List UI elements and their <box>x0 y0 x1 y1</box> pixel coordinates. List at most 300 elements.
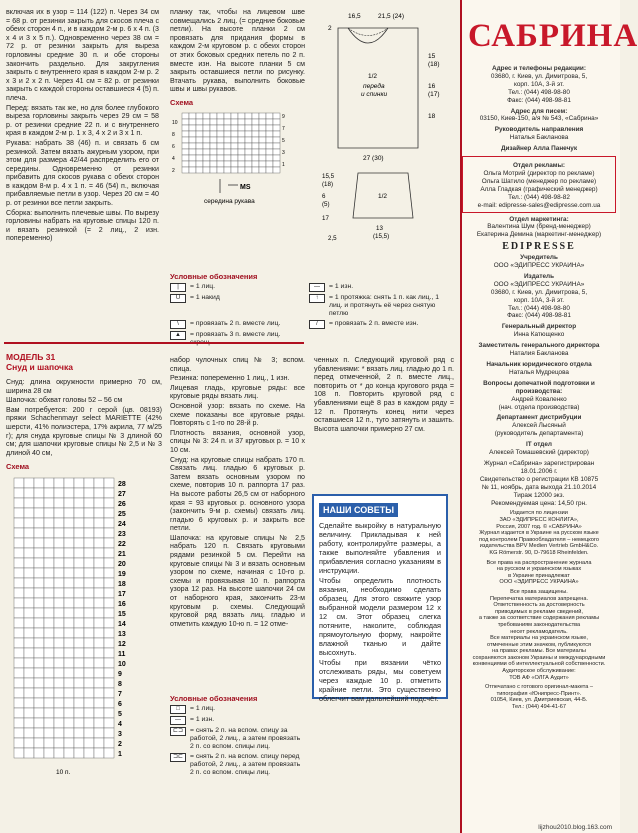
text-line: Ольга Мотрий (директор по рекламе) <box>483 169 595 177</box>
chart2-cell <box>74 598 84 608</box>
chart2-cell <box>54 538 64 548</box>
legend-item <box>170 320 301 329</box>
chart2-cell <box>14 668 24 678</box>
chart2-cell <box>74 628 84 638</box>
text: Наталья Мудрецова <box>509 368 569 376</box>
chart1-cell <box>252 137 259 143</box>
chart1-cell <box>245 113 252 119</box>
chart1-cell <box>266 137 273 143</box>
chart2-cell <box>54 748 64 758</box>
legend-text: = 1 лиц. <box>190 705 216 712</box>
bottom-num: 27 (30) <box>363 155 384 162</box>
chart2-cell <box>74 748 84 758</box>
chart1-cell <box>196 161 203 167</box>
chart1-cell <box>224 125 231 131</box>
chart2-cell <box>54 728 64 738</box>
paragraph: набор чулочных спиц № 3; вспом. спица. <box>170 356 305 373</box>
sleeve-num: 6 <box>322 193 326 200</box>
chart1-ms-label: MS <box>240 183 251 191</box>
chart2-cell <box>94 598 104 608</box>
chart2-cell <box>104 678 114 688</box>
chart2-cell <box>14 718 24 728</box>
chart1-cell <box>259 137 266 143</box>
chart2-cell <box>34 668 44 678</box>
chart1-cell <box>217 125 224 131</box>
chart2-cell <box>54 558 64 568</box>
chart2-cell <box>14 608 24 618</box>
chart2-cell <box>24 508 34 518</box>
chart1-cell <box>189 143 196 149</box>
chart1-cell <box>196 131 203 137</box>
chart1-row-num: 4 <box>172 155 175 162</box>
text-line: на правах рекламы. Все материалы <box>492 648 586 655</box>
chart2-cell <box>104 558 114 568</box>
paragraph: Шапочка: на круговые спицы № 2,5 набрать 120 п. Связать круговыми рядами резинкой 5 см. Перейти на круговые спицы № 3 и вязать основным узором по схеме, начиная с 10-го р. схемы и провязывая 10 п. раппорта узора 12 раз. На высоте шапочки 24 см от наборного края, закончить 23-м круговым р. схемы. Следующий круговой ряд вязать лиц. гладью и отметить каждую 10-ю п. = 12 отме- <box>170 533 305 628</box>
chart2-cell <box>44 748 54 758</box>
heading: Заместитель генерального директора <box>478 342 600 350</box>
chart1-cell <box>182 143 189 149</box>
chart1-row-num: 5 <box>282 137 285 144</box>
chart1-cell <box>259 161 266 167</box>
chart2-cell <box>44 698 54 708</box>
chart2-cell <box>24 638 34 648</box>
heading: Генеральный директор <box>501 323 577 331</box>
chart2-cell <box>104 538 114 548</box>
chart1-cell <box>259 125 266 131</box>
chart2-cell <box>74 648 84 658</box>
chart1-cell <box>224 131 231 137</box>
chart2-cell <box>94 508 104 518</box>
tip: Чтобы определить плотность вязания, необходимо сделать образец. Для этого свяжите узор выбранной модели размером 12 х 12 см. Этот образец слегка потяните, наколите, соблюдая прямоугольную форму, накройте влажной тканью и дайте высохнуть. <box>319 576 441 657</box>
paragraph: Основной узор: вязать по схеме. На схеме показаны все круговые ряды. Повторять с 1-го по 28-й р. <box>170 401 305 428</box>
chart2-row-num: 26 <box>118 500 126 508</box>
chart1-cell <box>238 167 245 173</box>
chart1-cell <box>210 143 217 149</box>
text-line: Факс: (044) 498-98-81 <box>507 96 571 104</box>
chart2-cell <box>54 578 64 588</box>
chart2-cell <box>34 718 44 728</box>
chart2-cell <box>94 578 104 588</box>
chart2-cell <box>104 728 114 738</box>
heading: Начальник юридического отдела <box>486 361 592 368</box>
chart2-cell <box>64 478 74 488</box>
chart1-cell <box>252 155 259 161</box>
text-line: 01054, Киев, ул. Дмитриевская, 44-Б. <box>490 697 588 704</box>
legend2-title: Условные обозначения <box>170 694 258 703</box>
chart1-cell <box>224 119 231 125</box>
chart2-cell <box>104 518 114 528</box>
chart1-cell <box>189 167 196 173</box>
legend-1 <box>170 268 440 349</box>
chart2-cell <box>44 488 54 498</box>
chart2-row-num: 11 <box>118 650 126 658</box>
text-line: конвенциями об интеллектуальной собственности. <box>472 661 606 668</box>
chart1-cell <box>203 167 210 173</box>
text-line: Андрей Коваленко <box>511 395 567 403</box>
chart2-cell <box>54 608 64 618</box>
chart1-cell <box>182 161 189 167</box>
text-line: корп. 10А, 3-й эт. <box>513 80 565 88</box>
chart1-cell <box>196 125 203 131</box>
chart2-cell <box>74 678 84 688</box>
chart2-cell <box>64 538 74 548</box>
chart1-cell <box>273 137 280 143</box>
masthead <box>462 62 616 711</box>
legend-item <box>170 331 301 347</box>
text: Наталья Бакланова <box>509 134 569 142</box>
chart2-cell <box>54 738 64 748</box>
chart1-cell <box>231 113 238 119</box>
pattern-diagram <box>318 8 456 248</box>
chart2-cell <box>74 568 84 578</box>
chart2-cell <box>34 548 44 558</box>
chart1-cell <box>238 125 245 131</box>
chart1-cell <box>224 113 231 119</box>
chart2-cell <box>84 568 94 578</box>
chart2-cell <box>44 498 54 508</box>
chart2-row-num: 18 <box>118 580 126 588</box>
chart1-cell <box>210 167 217 173</box>
chart1-cell <box>252 149 259 155</box>
chart2-cell <box>104 738 114 748</box>
chart1-cell <box>252 143 259 149</box>
chart1-cell <box>182 155 189 161</box>
chart2-cell <box>74 588 84 598</box>
chart2-cell <box>24 498 34 508</box>
instructions-column-2b <box>170 356 305 629</box>
chart2-row-num: 6 <box>118 700 122 708</box>
heading: Отдел маркетинга: <box>509 215 569 223</box>
chart2-cell <box>84 748 94 758</box>
chart2-cell <box>24 518 34 528</box>
chart2-cell <box>14 568 24 578</box>
chart2-cell <box>14 698 24 708</box>
model-title: Снуд и шапочка <box>6 362 73 372</box>
chart2-row-num: 23 <box>118 530 126 538</box>
chart1-cell <box>224 167 231 173</box>
chart1-cell <box>217 143 224 149</box>
chart2-cell <box>94 718 104 728</box>
chart2-cell <box>34 508 44 518</box>
paragraph-sleeves: Рукава: набрать 38 (46) п. и связать 6 см резинкой. Затем вязать ажурным узором, при этом для размера 42/44 распределить его от середины. Одновременно от резинки прибавить для скосов рукава с обеих сторон в каждом 8-м р. 4 х 1 п. = 46 (54) п., включая прибавляемые петли в узор. Через 20 см = 40 р. от резинки все петли закрыть. <box>6 138 159 208</box>
chart2-cell <box>104 648 114 658</box>
chart2-cell <box>24 598 34 608</box>
chart1-row-num: 2 <box>172 167 175 174</box>
chart1-cell <box>238 143 245 149</box>
chart2-row-num: 22 <box>118 540 126 548</box>
text-line: Ответственность за достоверность <box>493 602 585 609</box>
chart2-cell <box>64 488 74 498</box>
text-line: издательства BPV Medien Vertrieb GmbH&Co. <box>479 543 599 550</box>
chart2-cell <box>74 518 84 528</box>
chart2-row-num: 28 <box>118 480 126 488</box>
chart2-cell <box>94 638 104 648</box>
chart2-row-num: 2 <box>118 740 122 748</box>
heading: Дизайнер Алла Панечук <box>500 145 578 153</box>
chart2-cell <box>14 528 24 538</box>
chart1-cell <box>217 155 224 161</box>
chart2-cell <box>54 638 64 648</box>
chart2-row-num: 13 <box>118 630 126 638</box>
chart2-cell <box>104 638 114 648</box>
chart2-cell <box>84 638 94 648</box>
chart2-cell <box>74 698 84 708</box>
text-line: на русском и украинском языках <box>496 566 582 573</box>
chart2-cell <box>34 538 44 548</box>
chart2-row-num: 15 <box>118 610 126 618</box>
chart2-cell <box>84 598 94 608</box>
chart2-cell <box>14 658 24 668</box>
chart2-cell <box>34 568 44 578</box>
chart-2 <box>6 474 156 784</box>
chart2-cell <box>34 728 44 738</box>
chart2-cell <box>34 588 44 598</box>
chart2-cell <box>84 678 94 688</box>
chart1-cell <box>224 137 231 143</box>
text-line: Аудиторское обслуживание: <box>502 668 576 675</box>
legend-text: = провязать 2 п. вместе изн. <box>329 320 419 327</box>
chart2-cell <box>84 508 94 518</box>
chart1-cell <box>231 155 238 161</box>
chart1-cell <box>210 161 217 167</box>
chart1-row-num: 6 <box>172 143 175 150</box>
paragraph: Шапочка: обхват головы 52 – 56 см <box>6 396 123 405</box>
chart2-cell <box>14 638 24 648</box>
paragraph: Снуд: на круговые спицы набрать 170 п. Связать лиц. гладью 6 круговых р. Затем вязать основным узором по схеме, повторив 10 п. раппорта 17 раз. На высоте работы 26,5 см от наборного края = 93 круговых р. основного узора (закончить 9-м р. схемы) связать лиц. гладью 6 круговых р. и закрыть все петли. <box>170 455 305 533</box>
tip: Сделайте выкройку в натуральную величину. Прикладывая к ней работу, контролируйте размеры, а также выполняйте убавления и прибавления согласно указаниям в инструкции. <box>319 521 441 575</box>
chart1-cell <box>182 131 189 137</box>
chart1-cell <box>182 113 189 119</box>
chart2-cell <box>64 588 74 598</box>
chart2-cell <box>24 538 34 548</box>
legend-item <box>309 294 440 318</box>
paragraph: включая их в узор = 114 (122) п. Через 34 см = 68 р. от резинки закрыть для скосов плеча с обеих сторон 4 п., и в каждом 2-м р. 6 х 4 п. (3 х 4 и 3 х 5 п.). Одновременно через 38 см = 72 р. от резинки закрыть для выреза горловины средние 30 п. и обе стороны закончить раздельно. Для закругления закрыть с внутреннего края в каждом 2-м р. 2 х 3 и 2 х 2 п. Через 41 см = 82 р. от резинки закрыть с каждой стороны оставшиеся 4 (5) п. плеча. <box>6 8 159 102</box>
chart2-cell <box>64 598 74 608</box>
chart1-cell <box>238 119 245 125</box>
chart2-cell <box>24 528 34 538</box>
chart2-cell <box>34 608 44 618</box>
chart2-cell <box>94 668 104 678</box>
chart2-cell <box>104 608 114 618</box>
chart1-cell <box>189 149 196 155</box>
chart2-cell <box>54 688 64 698</box>
chart2-cell <box>14 478 24 488</box>
chart2-row-num: 20 <box>118 560 126 568</box>
chart2-cell <box>104 548 114 558</box>
text-line: Ольга Шатило (менеджер по рекламе) <box>481 177 597 185</box>
chart2-cell <box>74 728 84 738</box>
chart1-cell <box>245 155 252 161</box>
chart1-cell <box>273 119 280 125</box>
text-line: а также за соответствие содержания рекламы <box>478 615 600 622</box>
chart2-row-num: 27 <box>118 490 126 498</box>
chart2-cell <box>24 588 34 598</box>
chart1-cell <box>203 143 210 149</box>
chart2-cell <box>14 498 24 508</box>
side-num: 18 <box>428 113 436 120</box>
paragraph: Снуд: длина окружности примерно 70 см, ширина 28 см <box>6 378 162 395</box>
chart2-cell <box>104 588 114 598</box>
sleeve-bottom-num: (15,5) <box>373 233 390 240</box>
schema2-title: Схема <box>6 462 30 472</box>
chart2-cell <box>104 668 114 678</box>
text-line: Рекомендуемая цена: 14,50 грн. <box>491 499 587 507</box>
chart1-row-num: 10 <box>172 119 178 126</box>
chart2-cell <box>14 508 24 518</box>
legend-item <box>170 294 301 318</box>
text-line: Издается по лицензии <box>510 510 568 517</box>
text-line: отмеченные этим значком, публикуются <box>486 641 592 648</box>
chart2-cell <box>64 558 74 568</box>
chart2-cell <box>54 658 64 668</box>
chart2-cell <box>44 548 54 558</box>
chart1-cell <box>252 119 259 125</box>
text-line: ТОВ АФ «ОЛГА Аудит» <box>509 674 569 681</box>
chart2-cell <box>84 728 94 738</box>
chart2-cell <box>34 488 44 498</box>
paragraph: Лицевая гладь, круговые ряды: все круговые ряды вязать лиц. <box>170 383 305 401</box>
chart1-cell <box>210 137 217 143</box>
chart1-cell <box>203 161 210 167</box>
legend-symbol: — <box>309 283 325 292</box>
chart1-cell <box>203 155 210 161</box>
chart1-cell <box>273 131 280 137</box>
chart1-cell <box>231 119 238 125</box>
chart2-cell <box>14 518 24 528</box>
chart1-cell <box>196 155 203 161</box>
chart1-cell <box>238 137 245 143</box>
chart1-caption: середина рукава <box>204 197 255 205</box>
center-label: 1/2 <box>368 73 378 80</box>
chart2-cell <box>44 688 54 698</box>
legend-symbol: \ <box>170 320 186 329</box>
chart2-cell <box>14 678 24 688</box>
chart2-cell <box>54 648 64 658</box>
chart2-cell <box>24 668 34 678</box>
chart2-cell <box>14 688 24 698</box>
chart2-cell <box>54 708 64 718</box>
chart2-cell <box>44 558 54 568</box>
chart1-row-num: 8 <box>172 131 175 138</box>
chart2-cell <box>44 678 54 688</box>
chart2-cell <box>104 508 114 518</box>
chart1-cell <box>217 113 224 119</box>
chart1-cell <box>245 143 252 149</box>
chart2-row-num: 16 <box>118 600 126 608</box>
chart2-cell <box>74 638 84 648</box>
chart1-cell <box>210 113 217 119</box>
chart2-cell <box>14 738 24 748</box>
chart1-cell <box>259 143 266 149</box>
sleeve-left-num: 2,5 <box>328 235 337 242</box>
legend-item <box>170 716 305 725</box>
chart1-cell <box>245 119 252 125</box>
chart1-cell <box>203 137 210 143</box>
chart2-row-num: 8 <box>118 680 122 688</box>
chart1-cell <box>182 119 189 125</box>
legend-item <box>309 320 440 329</box>
legend-text: = провязать 3 п. вместе лиц. <box>190 331 281 338</box>
chart2-cell <box>54 618 64 628</box>
text-line: Тел.: (044) 498-98-82 <box>508 193 570 201</box>
chart2-cell <box>74 548 84 558</box>
chart2-cell <box>104 598 114 608</box>
chart2-cell <box>84 518 94 528</box>
heading: Адрес и телефоны редакции: <box>492 65 586 72</box>
chart2-cell <box>44 608 54 618</box>
chart1-cell <box>245 149 252 155</box>
edipresse-logo: EDIPRESSE <box>502 241 576 253</box>
chart1-cell <box>266 119 273 125</box>
chart1-cell <box>245 125 252 131</box>
chart2-cell <box>84 588 94 598</box>
chart2-cell <box>44 718 54 728</box>
chart1-cell <box>259 155 266 161</box>
chart2-cell <box>104 488 114 498</box>
chart2-cell <box>84 498 94 508</box>
chart2-cell <box>14 648 24 658</box>
legend-symbol: □ <box>170 705 186 714</box>
chart2-cell <box>64 618 74 628</box>
chart2-cell <box>44 518 54 528</box>
tips-header: НАШИ СОВЕТЫ <box>319 503 398 517</box>
heading: Учредитель <box>520 254 558 262</box>
dim-label: 21,5 (24) <box>378 13 405 20</box>
chart2-cell <box>44 668 54 678</box>
chart2-cell <box>34 578 44 588</box>
chart1-cell <box>189 155 196 161</box>
paragraph-front: Перед: вязать так же, но для более глубокого выреза горловины закрыть через 29 см = 58 р. от резинки средние 22 п. и с внутреннего края в каждом 2-м р. 1 х 3, 4 х 2 и 3 х 1 п. <box>6 103 159 138</box>
text-line: корп. 10А, 3-й эт. <box>513 296 565 304</box>
chart2-caption: 10 п. <box>56 768 71 776</box>
chart1-row-num: 3 <box>282 149 285 156</box>
dim-label: 16,5 <box>348 13 361 20</box>
chart2-cell <box>64 748 74 758</box>
chart2-cell <box>44 538 54 548</box>
legend-text: = 1 изн. <box>190 716 215 723</box>
text-line: ООО «ЭДИПРЕСС УКРАИНА» <box>499 579 579 586</box>
chart2-cell <box>64 628 74 638</box>
chart2-cell <box>14 708 24 718</box>
legend-item <box>170 753 305 777</box>
text-line: 18.01.2006 г. <box>520 467 558 475</box>
chart1-cell <box>217 137 224 143</box>
chart2-cell <box>24 688 34 698</box>
chart2-cell <box>94 528 104 538</box>
chart2-cell <box>54 528 64 538</box>
chart2-cell <box>14 618 24 628</box>
paragraph: Плотность вязания, основной узор, спицы № 3: 24 п. и 37 круговых р. = 10 х 10 см. <box>170 428 305 454</box>
chart2-cell <box>64 688 74 698</box>
chart2-cell <box>94 688 104 698</box>
chart1-cell <box>217 161 224 167</box>
chart2-cell <box>84 528 94 538</box>
chart1-cell <box>224 149 231 155</box>
chart1-cell <box>273 161 280 167</box>
chart2-cell <box>94 558 104 568</box>
chart2-cell <box>74 538 84 548</box>
chart1-cell <box>182 149 189 155</box>
text-line: Екатерина Демина (маркетинг-менеджер) <box>476 231 602 239</box>
chart2-row-num: 10 <box>118 660 126 668</box>
text-line: Все права на распространение журнала <box>486 559 592 566</box>
chart1-cell <box>266 113 273 119</box>
chart2-cell <box>74 528 84 538</box>
ad-dept-box <box>462 156 616 212</box>
text-line: Все материалы на украинском языке, <box>490 635 588 642</box>
chart2-cell <box>34 498 44 508</box>
chart2-cell <box>24 658 34 668</box>
